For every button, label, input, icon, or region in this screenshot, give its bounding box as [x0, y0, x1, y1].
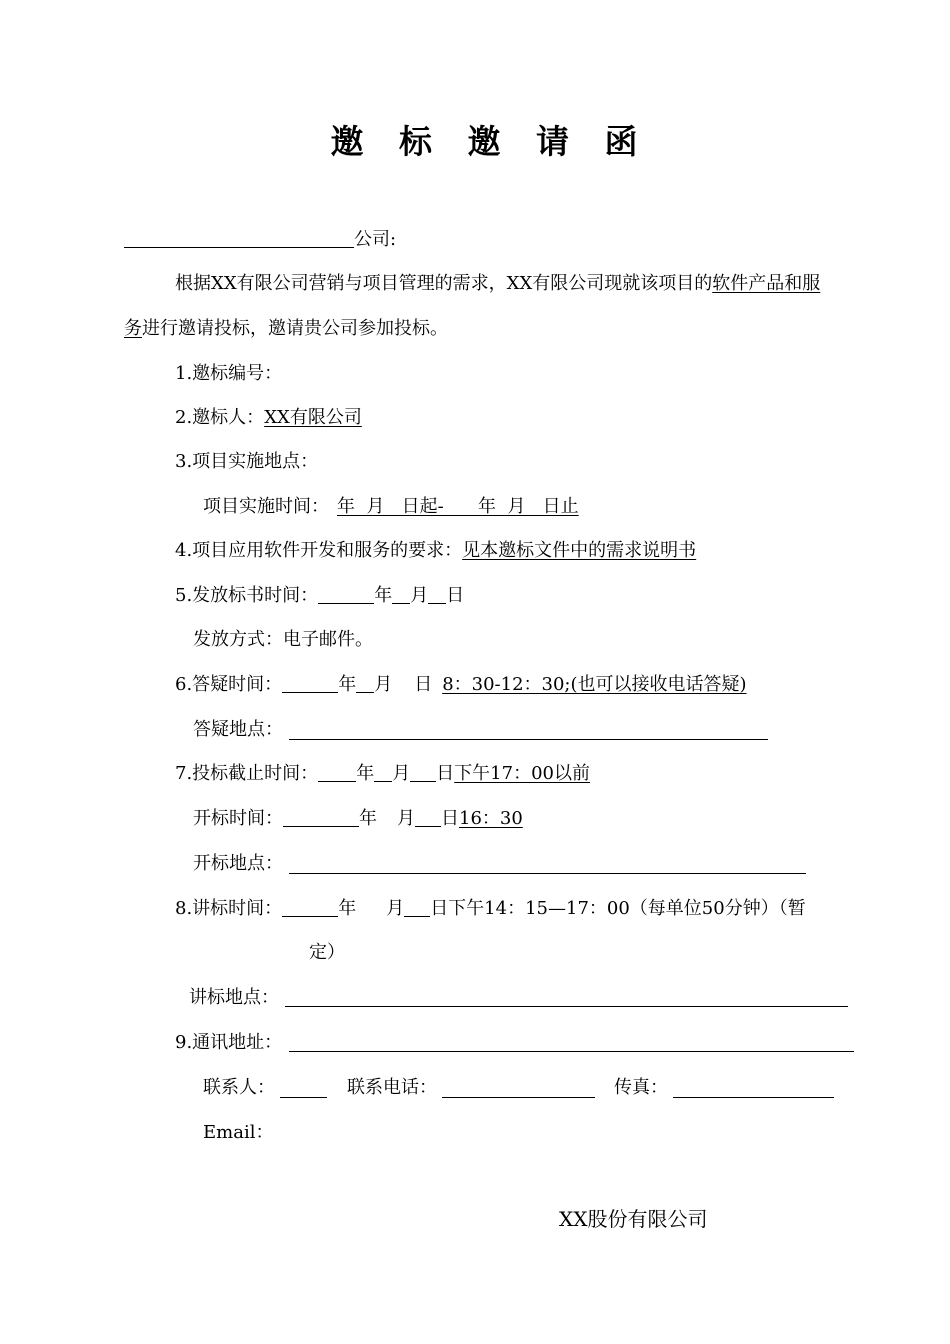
intro-line-1 — [175, 272, 820, 296]
month-blank[interactable] — [392, 587, 410, 604]
email-label: Email： — [203, 1122, 274, 1143]
month-label: 月 — [386, 898, 405, 919]
contact-person-blank[interactable] — [280, 1097, 327, 1098]
intro-underlined-1: 软件产品和服 — [712, 273, 821, 294]
company-signature: XX股份有限公司 — [559, 1207, 708, 1231]
day-blank[interactable] — [428, 587, 446, 604]
year-blank[interactable] — [282, 676, 338, 693]
year-blank[interactable] — [282, 900, 338, 917]
item-3-label: 3.项目实施地点： — [175, 451, 319, 472]
fax-label: 传真： — [614, 1077, 668, 1098]
item-8-value: 日下午14：15—17：00（每单位50分钟）（暂 — [430, 898, 806, 919]
item-7 — [175, 762, 590, 786]
year-label: 年 — [374, 585, 393, 606]
month-blank[interactable] — [374, 765, 392, 782]
day-blank[interactable] — [410, 765, 436, 782]
intro-text-2: 进行邀请投标，邀请贵公司参加投标。 — [142, 318, 448, 339]
item-3b-value: 年 月 日起- 年 月 日止 — [337, 496, 579, 517]
item-7b-value: 16：30 — [459, 808, 523, 829]
intro-underlined-2: 务 — [124, 318, 142, 339]
month-label: 月 — [374, 674, 393, 695]
year-blank[interactable] — [283, 810, 359, 827]
day-label: 日 — [414, 674, 433, 695]
day-blank[interactable] — [404, 900, 430, 917]
salutation-suffix: 公司: — [354, 229, 397, 250]
opening-place-blank[interactable] — [289, 873, 806, 874]
company-blank[interactable] — [124, 231, 354, 248]
contact-person-label: 联系人： — [203, 1077, 275, 1098]
year-blank[interactable] — [318, 587, 374, 604]
intro-line-2 — [124, 317, 448, 341]
year-label: 年 — [338, 674, 357, 695]
day-label: 日 — [436, 763, 455, 784]
item-8-label: 8.讲标时间： — [175, 898, 283, 919]
item-8 — [175, 897, 806, 921]
item-1-label: 1.邀标编号： — [175, 363, 283, 384]
item-6-label: 6.答疑时间： — [175, 674, 283, 695]
item-7-label: 7.投标截止时间： — [175, 763, 319, 784]
item-6-value: 8：30-12：30;(也可以接收电话答疑) — [442, 674, 747, 695]
item-6 — [175, 673, 747, 697]
item-6b-label: 答疑地点： — [193, 719, 283, 740]
item-2-value: XX有限公司 — [264, 407, 362, 428]
month-label: 月 — [410, 585, 429, 606]
item-4 — [175, 539, 696, 563]
day-label: 日 — [446, 585, 465, 606]
item-5-label: 5.发放标书时间： — [175, 585, 319, 606]
day-blank[interactable] — [415, 810, 441, 827]
year-label: 年 — [356, 763, 375, 784]
item-3b — [203, 495, 579, 519]
item-2-label: 2.邀标人： — [175, 407, 265, 428]
contact-phone-label: 联系电话： — [347, 1077, 437, 1098]
item-5 — [175, 584, 464, 608]
item-7b — [193, 807, 523, 831]
month-blank[interactable] — [356, 676, 374, 693]
item-7-value: 下午17：00以前 — [454, 763, 590, 784]
intro-text: 根据XX有限公司营销与项目管理的需求，XX有限公司现就该项目的 — [175, 273, 713, 294]
item-5b-label: 发放方式：电子邮件。 — [193, 629, 373, 650]
address-blank[interactable] — [289, 1051, 854, 1052]
item-2 — [175, 406, 362, 430]
item-9-label: 9.通讯地址： — [175, 1032, 283, 1053]
contact-phone-blank[interactable] — [442, 1097, 595, 1098]
month-label: 月 — [392, 763, 411, 784]
year-label: 年 — [359, 808, 377, 829]
presentation-place-blank[interactable] — [285, 1006, 848, 1007]
item-7b-label: 开标时间： — [193, 808, 283, 829]
year-label: 年 — [338, 898, 357, 919]
document-title: 邀 标 邀 请 函 — [330, 122, 650, 161]
salutation — [124, 228, 396, 252]
month-label: 月 — [397, 808, 415, 829]
item-7c-label: 开标地点： — [193, 853, 283, 874]
item-8b-label: 讲标地点： — [189, 987, 279, 1008]
day-label: 日 — [441, 808, 459, 829]
item-4-value: 见本邀标文件中的需求说明书 — [462, 540, 697, 561]
year-blank[interactable] — [318, 765, 356, 782]
item-4-label: 4.项目应用软件开发和服务的要求： — [175, 540, 463, 561]
item-3b-label: 项目实施时间： — [203, 496, 329, 517]
item-8-continuation: 定） — [309, 942, 345, 963]
fax-blank[interactable] — [673, 1097, 834, 1098]
answer-place-blank[interactable] — [289, 739, 768, 740]
